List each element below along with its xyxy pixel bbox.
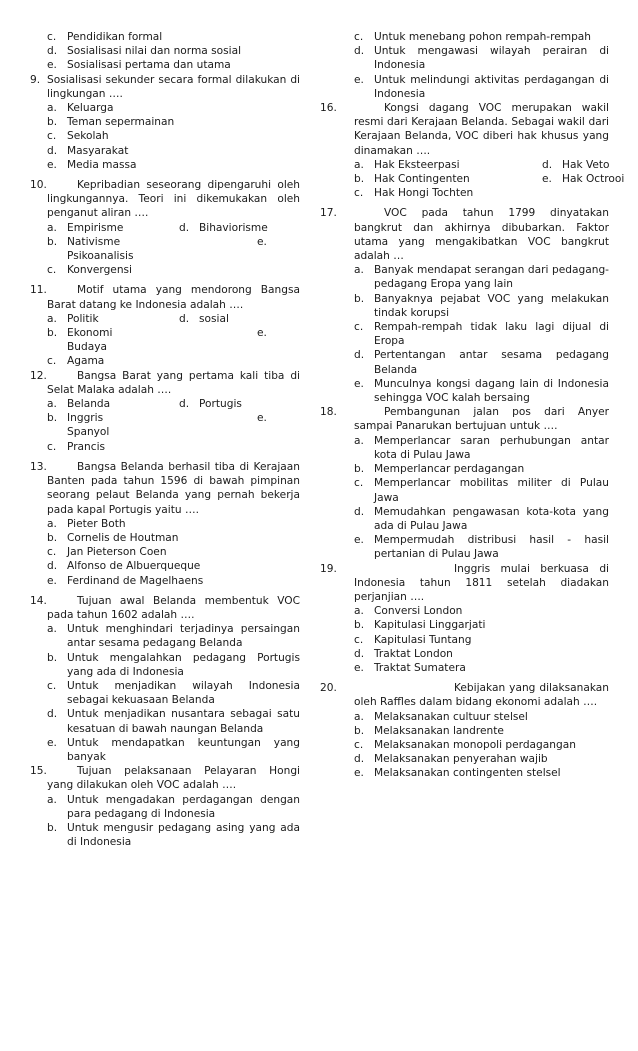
question-text: Bangsa Barat yang pertama kali tiba di Selat Malaka adalah …. [47,369,300,396]
option-e: e. Hak Octrooi [542,173,625,186]
option-c: c. Pendidikan formal [47,31,163,43]
option-d: d. Memudahkan pengawasan kota-kota yang ada di Pulau Jawa [354,505,609,532]
option-e: e. Media massa [47,158,137,171]
options-row [47,235,300,249]
question-15-continued [337,30,609,101]
question-number: 13. [30,460,47,473]
question-9 [30,73,300,172]
question-text: Pembangunan jalan pos dari Anyer sampai Panarukan bertujuan untuk …. [354,406,609,433]
option-a: a. Politik [47,312,99,325]
option-e: e. Munculnya kongsi dagang lain di Indonesia sehingga VOC kalah bersaing [354,377,609,405]
question-number: 9. [30,73,41,86]
option-a: a. Melaksanakan cultuur stelsel [354,710,528,723]
option-e-letter: e. [257,412,267,425]
option-c: c. Jan Pieterson Coen [47,546,167,559]
question-12 [30,369,300,454]
option-d: d. Portugis [179,398,242,411]
option-a: a. Memperlancar saran perhubungan antar kota di Pulau Jawa [354,434,609,461]
question-number: 11. [30,284,47,297]
option-a: a. Belanda [47,398,111,411]
option-d: d. Traktat London [354,647,453,660]
question-number: 19. [320,562,337,575]
option-d: d. Pertentangan antar sesama pedagang Belanda [354,349,609,376]
option-d: d. Bihaviorisme [179,221,268,234]
question-14 [30,594,300,764]
question-text: Kebijakan yang dilaksanakan oleh Raffles dalam bidang ekonomi adalah …. [354,682,609,709]
option-c: c. Prancis [47,440,106,453]
question-10 [30,178,300,277]
option-b: b. Untuk mengusir pedagang asing yang ada di Indonesia [47,821,300,849]
options-row [354,158,609,172]
option-e-letter: e. [257,327,267,340]
question-text: VOC pada tahun 1799 dinyatakan bangkrut dan akhirnya dibubarkan. Faktor utama yang mengakibatkan VOC bangkrut adalah … [354,207,609,263]
option-c: c. Untuk menjadikan wilayah Indonesia sebagai kekuasaan Belanda [47,679,300,707]
option-b: b. Nativisme [47,235,121,248]
option-a: a. Pieter Both [47,517,126,530]
option-c: c. Memperlancar mobilitas militer di Pulau Jawa [354,477,609,504]
question-number: 17. [320,207,337,220]
option-b: b. Untuk mengalahkan pedagang Portugis yang ada di Indonesia [47,651,300,678]
options-row [47,411,300,425]
options-row [47,397,300,411]
option-e-letter: e. [257,235,267,248]
option-b: b. Inggris [47,412,104,425]
option-c: c. Sekolah [47,130,109,143]
option-a: a. Conversi London [354,605,463,618]
question-20 [320,681,609,780]
option-d: d. Alfonso de Albuerqueque [47,560,201,573]
question-text: Motif utama yang mendorong Bangsa Barat datang ke Indonesia adalah …. [47,284,300,311]
option-b: b. Teman sepermainan [47,116,175,129]
option-d: d. Melaksanakan penyerahan wajib [354,753,548,766]
option-a: a. Hak Eksteerpasi [354,158,460,171]
question-11 [30,283,300,368]
option-a: a. Empirisme [47,221,124,234]
options-row [47,221,300,235]
question-text: Bangsa Belanda berhasil tiba di Kerajaan Banten pada tahun 1596 di bawah pimpinan seorang pelaut Belanda yang pernah bekerja pada kapal Portugis yaitu …. [47,460,300,516]
option-c: c. Hak Hongi Tochten [354,187,474,200]
option-e: e. Untuk melindungi aktivitas perdagangan di Indonesia [354,73,609,100]
question-text: Tujuan awal Belanda membentuk VOC pada tahun 1602 adalah …. [47,594,300,621]
question-text: Kepribadian seseorang dipengaruhi oleh lingkungannya. Teori ini dikemukakan oleh penganut aliran …. [47,179,300,220]
options-row [354,172,625,186]
question-15 [30,764,300,849]
option-b: b. Cornelis de Houtman [47,531,179,544]
question-number: 18. [320,406,337,419]
option-c: c. Untuk menebang pohon rempah-rempah [354,31,592,43]
question-13 [30,460,300,588]
option-a: a. Untuk mengadakan perdagangan dengan para pedagang di Indonesia [47,793,300,820]
question-number: 12. [30,369,47,382]
question-19 [320,562,609,676]
option-d: d. sosial [179,312,229,325]
option-b: b. Memperlancar perdagangan [354,463,525,476]
question-number: 15. [30,765,47,778]
options-row [47,312,300,326]
option-b: b. Kapitulasi Linggarjati [354,619,486,632]
question-number: 10. [30,179,47,192]
option-c: c. Kapitulasi Tuntang [354,633,472,646]
question-18 [320,405,609,561]
option-b: b. Melaksanakan landrente [354,724,504,737]
option-c: c. Agama [47,355,105,368]
question-text: Tujuan pelaksanaan Pelayaran Hongi yang dilakukan oleh VOC adalah …. [47,765,300,792]
option-e: e. Sosialisasi pertama dan utama [47,59,231,72]
option-e: e. Melaksanakan contingenten stelsel [354,767,561,780]
question-17 [320,206,609,405]
option-a: a. Untuk menghindari terjadinya persaingan antar sesama pedagang Belanda [47,623,300,650]
option-a: a. Keluarga [47,102,114,115]
option-e: e. Traktat Sumatera [354,661,466,674]
option-d: d. Masyarakat [47,144,129,157]
option-d: d. Untuk menjadikan nusantara sebagai satu kesatuan di bawah naungan Belanda [47,708,300,735]
option-c: c. Rempah-rempah tidak laku lagi dijual di Eropa [354,321,609,348]
option-e: e. Mempermudah distribusi hasil - hasil pertanian di Pulau Jawa [354,534,609,561]
question-number: 20. [320,682,337,695]
options-row [47,326,300,340]
question-text: Kongsi dagang VOC merupakan wakil resmi dari Kerajaan Belanda. Sebagai wakil dari Kerajaan Belanda, VOC diberi hak khusus yang dinamakan …. [354,102,609,157]
question-number: 16. [320,102,337,115]
question-number: 14. [30,594,47,607]
question-16 [320,101,625,200]
left-column [30,30,300,849]
option-e: e. Ferdinand de Magelhaens [47,574,204,587]
question-8-continued [30,30,300,73]
option-e-text: Psikoanalisis [67,250,134,263]
option-d: d. Untuk mengawasi wilayah perairan di Indonesia [354,45,609,72]
option-b: b. Ekonomi [47,327,113,340]
option-d: d. Sosialisasi nilai dan norma sosial [47,45,242,58]
option-b: b. Banyaknya pejabat VOC yang melakukan tindak korupsi [354,292,609,319]
option-c: c. Melaksanakan monopoli perdagangan [354,738,576,751]
question-text: Sosialisasi sekunder secara formal dilakukan di lingkungan …. [47,73,300,100]
option-e: e. Untuk mendapatkan keuntungan yang banyak [47,736,300,763]
option-e-text: Spanyol [67,426,110,439]
right-column [320,30,625,781]
option-d: d. Hak Veto [542,158,610,171]
option-e-text: Budaya [67,341,107,354]
option-b: b. Hak Contingenten [354,173,470,186]
option-c: c. Konvergensi [47,264,132,277]
option-a: a. Banyak mendapat serangan dari pedagang-pedagang Eropa yang lain [354,264,609,291]
question-text: Inggris mulai berkuasa di Indonesia tahun 1811 setelah diadakan perjanjian …. [354,562,609,603]
